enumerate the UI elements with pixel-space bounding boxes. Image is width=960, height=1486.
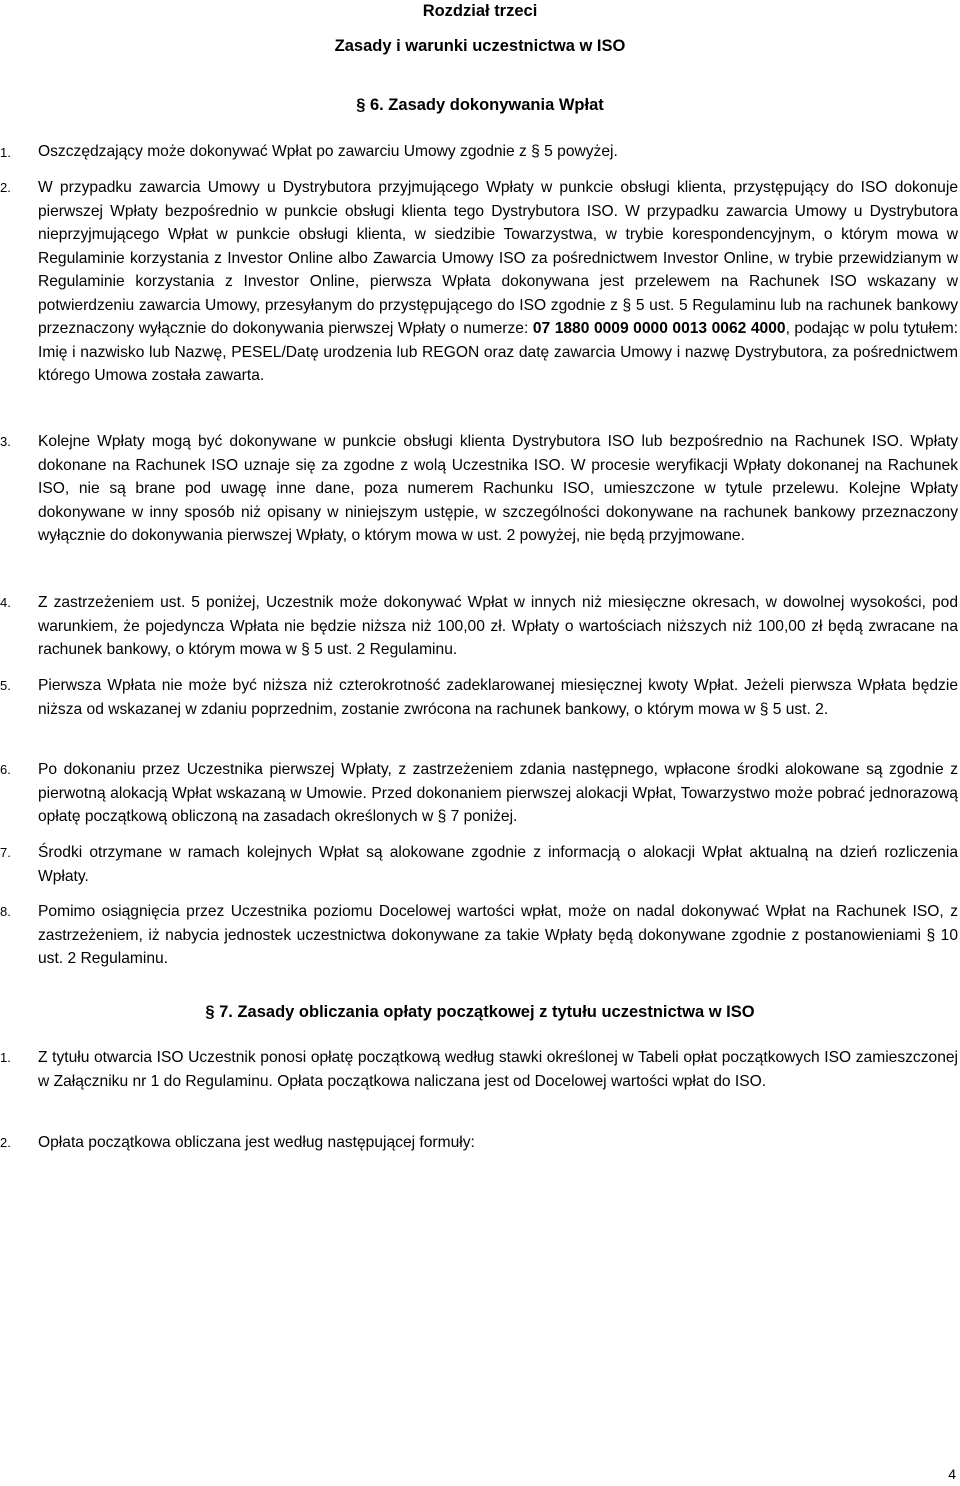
item-number: 4.	[0, 595, 11, 610]
item-text: Pomimo osiągnięcia przez Uczestnika poziomu Docelowej wartości wpłat, może on nadal dokonywać Wpłat na Rachunek ISO, z zastrzeżeniem, iż nabycia jednostek uczestnictwa dokonywane za takie Wpłaty będą dokonywane zgodnie z postanowieniami § 10 ust. 2 Regulaminu.	[38, 903, 958, 967]
item-number: 3.	[0, 434, 11, 449]
page-number: 4	[948, 1466, 956, 1482]
item-number: 5.	[0, 678, 11, 693]
item-number: 7.	[0, 845, 11, 860]
item-number: 1.	[0, 1050, 11, 1065]
item-text	[38, 176, 958, 388]
item-number: 2.	[0, 1135, 11, 1150]
chapter-heading: Rozdział trzeci	[422, 2, 538, 20]
item-text: Z tytułu otwarcia ISO Uczestnik ponosi opłatę początkową według stawki określonej w Tabeli opłat początkowych ISO zamieszczonej w Załączniku nr 1 do Regulaminu. Opłata początkowa naliczana jest od Docelowej wartości wpłat do ISO.	[38, 1049, 958, 1090]
bank-account-number: 07 1880 0009 0000 0013 0062 4000	[532, 320, 786, 337]
item-text: Po dokonaniu przez Uczestnika pierwszej Wpłaty, z zastrzeżeniem zdania następnego, wpłacone środki alokowane są zgodnie z pierwotną alokacją Wpłat wskazaną w Umowie. Przed dokonaniem pierwszej alokacji Wpłat, Towarzystwo może pobrać jednorazową opłatę początkową obliczoną na zasadach określonych w § 7 poniżej.	[38, 761, 958, 825]
item-text: Pierwsza Wpłata nie może być niższa niż czterokrotność zadeklarowanej miesięcznej kwoty Wpłat. Jeżeli pierwsza Wpłata będzie niższa od wskazanej w zdaniu poprzednim, zostanie zwrócona na rachunek bankowy, o którym mowa w § 5 ust. 2.	[38, 677, 958, 718]
item-number: 8.	[0, 904, 11, 919]
section-7-title: § 7. Zasady obliczania opłaty początkowej z tytułu uczestnictwa w ISO	[205, 1003, 755, 1021]
item-text: Środki otrzymane w ramach kolejnych Wpłat są alokowane zgodnie z informacją o alokacji Wpłat aktualną na dzień rozliczenia Wpłaty.	[38, 844, 958, 885]
item-number: 6.	[0, 762, 11, 777]
item-text: Z zastrzeżeniem ust. 5 poniżej, Uczestnik może dokonywać Wpłat w innych niż miesięczne okresach, w dowolnej wysokości, pod warunkiem, że pojedyncza Wpłata nie będzie niższa niż 100,00 zł. Wpłaty o wartościach niższych niż 100,00 zł będą zwracane na rachunek bankowy, o którym mowa w § 5 ust. 2 Regulaminu.	[38, 594, 958, 658]
item-text: Kolejne Wpłaty mogą być dokonywane w punkcie obsługi klienta Dystrybutora ISO lub bezpośrednio na Rachunek ISO. Wpłaty dokonane na Rachunek ISO uznaje się za zgodne z wolą Uczestnika ISO. W procesie weryfikacji Wpłaty dokonanej na Rachunek ISO, nie są brane pod uwagę inne dane, poza numerem Rachunku ISO, umieszczone w tytule przelewu. Kolejne Wpłaty dokonywane w inny sposób niż opisany w niniejszym ustępie, w szczególności dokonywane na rachunek bankowy przeznaczony wyłącznie do dokonywania pierwszej Wpłaty, o którym mowa w ust. 2 powyżej, nie będą przyjmowane.	[38, 433, 958, 544]
item-text-part: , podając w polu tytułem: Imię i nazwisko lub Nazwę, PESEL/Datę urodzenia lub REGON oraz datę zawarcia Umowy i nazwę Dystrybutora, za pośrednictwem którego Umowa została zawarta.	[38, 320, 959, 384]
item-text: Oszczędzający może dokonywać Wpłat po zawarciu Umowy zgodnie z § 5 powyżej.	[38, 143, 618, 160]
item-number: 2.	[0, 180, 11, 195]
item-number: 1.	[0, 145, 11, 160]
item-text-part: W przypadku zawarcia Umowy u Dystrybutora przyjmującego Wpłaty w punkcie obsługi klienta, przystępujący do ISO dokonuje pierwszej Wpłaty bezpośrednio w punkcie obsługi klienta tego Dystrybutora ISO. W przypadku zawarcia Umowy u Dystrybutora nieprzyjmującego Wpłat w punkcie obsługi klienta, w siedzibie Towarzystwa, w trybie korespondencyjnym, o którym mowa w Regulaminie korzystania z Investor Online albo Zawarcia Umowy ISO za pośrednictwem Investor Online, w trybie przewidzianym w Regulaminie korzystania z Investor Online, pierwsza Wpłata dokonywana jest przelewem na Rachunek ISO wskazany w potwierdzeniu zawarcia Umowy, przesyłanym do przystępującego do ISO zgodnie z § 5 ust. 5 Regulaminu lub na rachunek bankowy przeznaczony wyłącznie do dokonywania pierwszej Wpłaty o numerze:	[38, 179, 958, 337]
chapter-subtitle: Zasady i warunki uczestnictwa w ISO	[334, 37, 626, 55]
section-6-title: § 6. Zasady dokonywania Wpłat	[356, 96, 604, 114]
item-text: Opłata początkowa obliczana jest według następującej formuły:	[38, 1134, 475, 1151]
